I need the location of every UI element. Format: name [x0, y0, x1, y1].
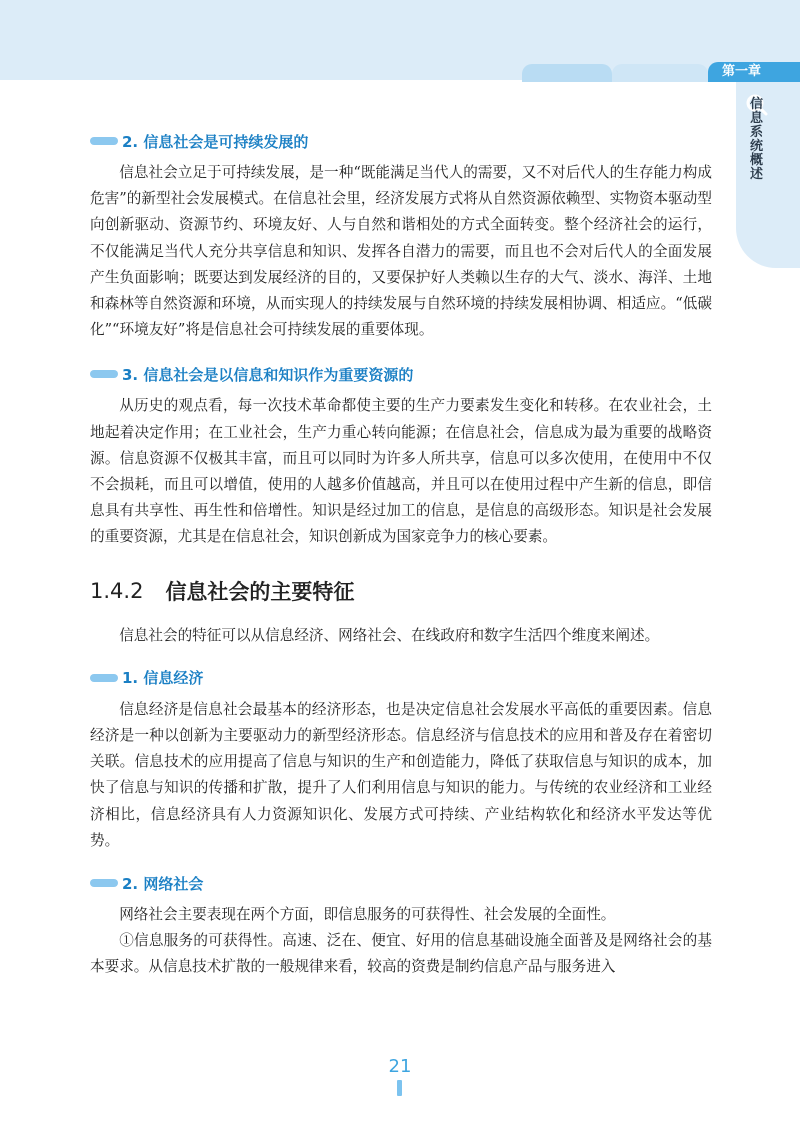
- paragraph: 网络社会主要表现在两个方面，即信息服务的可获得性、社会发展的全面性。: [119, 906, 616, 924]
- header-tab-decoration: [522, 64, 612, 82]
- subsection-heading: [90, 868, 712, 898]
- paragraph: 信息社会立足于可持续发展，是一种“既能满足当代人的需要，又不对后代人的生存能力构成危害”的新型社会发展模式。在信息社会里，经济发展方式将从自然资源依赖型、实物资本驱动型向创新驱动、资源节约、环境友好、人与自然和谐相处的方式全面转变。整个经济社会的运行，不仅能满足当代人充分共享信息和知识、发挥各自潜力的需要，而且也不会对后代人的全面发展产生负面影响；既要达到发展经济的目的，又要保护好人类赖以生存的大气、淡水、海洋、土地和森林等自然资源和环境，从而实现人的持续发展与自然环境的持续发展相协调、相适应。“低碳化”“环境友好”将是信息社会可持续发展的重要体现。: [90, 164, 712, 339]
- subsection-heading: [90, 126, 712, 156]
- section-title: 信息社会的主要特征: [165, 579, 355, 604]
- subsection-title: 3. 信息社会是以信息和知识作为重要资源的: [122, 365, 414, 384]
- chapter-label: 第一章: [708, 62, 800, 82]
- heading-pill-icon: [90, 137, 118, 145]
- heading-pill-icon: [90, 879, 118, 887]
- side-chapter-title: 信息系统概述: [750, 97, 764, 182]
- page-number: 21: [388, 1056, 412, 1077]
- subsection-title: 2. 网络社会: [122, 874, 204, 893]
- paragraph: 信息经济是信息社会最基本的经济形态，也是决定信息社会发展水平高低的重要因素。信息经济是一种以创新为主要驱动力的新型经济形态。信息经济与信息技术的应用和普及存在着密切关联。信息技术的应用提高了信息与知识的生产和创造能力，降低了获取信息与知识的成本，加快了信息与知识的传播和扩散，提升了人们利用信息与知识的能力。与传统的农业经济和工业经济相比，信息经济具有人力资源知识化、发展方式可持续、产业结构软化和经济水平发达等优势。: [90, 700, 712, 849]
- page-content: [90, 118, 712, 981]
- section-heading: [90, 571, 712, 611]
- page-number-bar: [397, 1080, 402, 1096]
- header-tab-decoration: [612, 64, 708, 82]
- subsection-heading: [90, 663, 712, 693]
- section-intro: 信息社会的特征可以从信息经济、网络社会、在线政府和数字生活四个维度来阐述。: [119, 626, 660, 644]
- section-number: 1.4.2: [90, 578, 144, 603]
- heading-pill-icon: [90, 370, 118, 378]
- subsection-title: 2. 信息社会是可持续发展的: [122, 132, 309, 151]
- paragraph: 从历史的观点看，每一次技术革命都使主要的生产力要素发生变化和转移。在农业社会，土地起着决定作用；在工业社会，生产力重心转向能源；在信息社会，信息成为最为重要的战略资源。信息资源不仅极其丰富，而且可以同时为许多人所共享，信息可以多次使用，在使用中不仅不会损耗，而且可以增值，使用的人越多价值越高，并且可以在使用过程中产生新的信息，即信息具有共享性、再生性和倍增性。知识是经过加工的信息，是信息的高级形态。知识是社会发展的重要资源，尤其是在信息社会，知识创新成为国家竞争力的核心要素。: [90, 397, 712, 546]
- paragraph: ①信息服务的可获得性。高速、泛在、便宜、好用的信息基础设施全面普及是网络社会的基本要求。从信息技术扩散的一般规律来看，较高的资费是制约信息产品与服务进入: [90, 932, 712, 976]
- subsection-heading: [90, 359, 712, 389]
- heading-pill-icon: [90, 674, 118, 682]
- subsection-title: 1. 信息经济: [122, 669, 204, 688]
